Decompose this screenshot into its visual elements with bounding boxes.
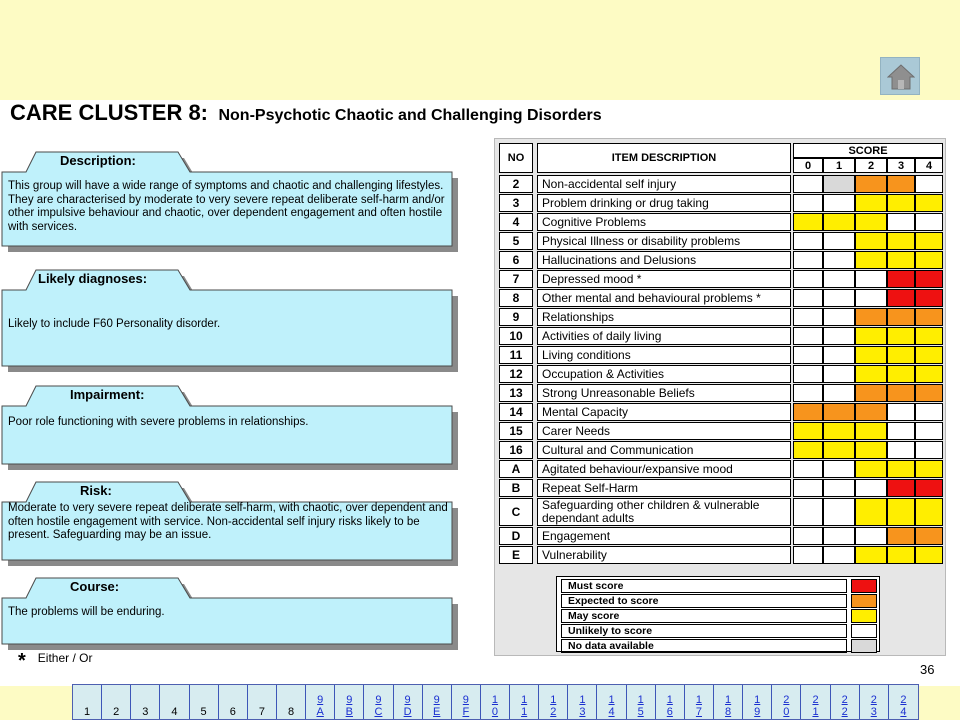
row-number: 8	[499, 289, 533, 307]
score-cell	[793, 498, 823, 526]
row-number: 3	[499, 194, 533, 212]
nav-slide-label: 1 6	[666, 694, 673, 718]
nav-slide-link[interactable]	[306, 685, 335, 719]
row-item-description: Vulnerability	[537, 546, 791, 564]
nav-slide-link[interactable]	[831, 685, 860, 719]
slide-title	[10, 100, 602, 132]
nav-slide-link[interactable]	[627, 685, 656, 719]
row-number: D	[499, 527, 533, 545]
score-cell	[823, 365, 855, 383]
footnote	[18, 650, 92, 673]
score-cell	[915, 403, 943, 421]
nav-slide-link[interactable]	[539, 685, 568, 719]
score-cell	[855, 327, 887, 345]
score-cell	[915, 270, 943, 288]
legend-swatch	[851, 594, 877, 608]
score-cell	[887, 194, 915, 212]
row-item-description: Living conditions	[537, 346, 791, 364]
score-cell	[823, 175, 855, 193]
nav-slide-label: 2 3	[870, 694, 877, 718]
score-cell	[855, 232, 887, 250]
callout-body: Likely to include F60 Personality disorder.	[8, 318, 221, 330]
score-cell	[915, 194, 943, 212]
legend-label: May score	[561, 609, 847, 623]
score-cell	[793, 308, 823, 326]
score-cell	[793, 546, 823, 564]
score-cell	[855, 194, 887, 212]
row-number: 15	[499, 422, 533, 440]
row-item-description: Mental Capacity	[537, 403, 791, 421]
score-cell	[823, 384, 855, 402]
score-cell	[823, 422, 855, 440]
legend-swatch	[851, 639, 877, 653]
row-number: 11	[499, 346, 533, 364]
score-cell	[793, 346, 823, 364]
score-cell	[793, 175, 823, 193]
score-cell	[823, 232, 855, 250]
score-cell	[855, 441, 887, 459]
nav-slide-link[interactable]	[102, 685, 131, 719]
score-cell	[915, 498, 943, 526]
score-cell	[823, 327, 855, 345]
score-cell	[793, 327, 823, 345]
nav-slide-link[interactable]	[73, 685, 102, 719]
header-score-col: 0	[793, 158, 823, 173]
nav-slide-link[interactable]	[685, 685, 714, 719]
home-button[interactable]	[880, 57, 920, 95]
score-cell	[887, 460, 915, 478]
nav-slide-link[interactable]	[889, 685, 918, 719]
nav-slide-label: 4	[171, 706, 178, 718]
header-score: SCORE	[793, 143, 943, 158]
score-cell	[855, 479, 887, 497]
nav-slide-label: 1 8	[725, 694, 732, 718]
score-cell	[915, 232, 943, 250]
score-cell	[855, 422, 887, 440]
header-score-col: 1	[823, 158, 855, 173]
score-cell	[855, 365, 887, 383]
nav-slide-link[interactable]	[714, 685, 743, 719]
score-cell	[793, 270, 823, 288]
row-number: 5	[499, 232, 533, 250]
callout-course	[0, 576, 462, 652]
nav-slide-label: 1 2	[550, 694, 557, 718]
nav-slide-link[interactable]	[423, 685, 452, 719]
callout-label: Description:	[60, 153, 136, 168]
row-item-description: Safeguarding other children & vulnerable dependant adults	[537, 498, 791, 526]
nav-slide-label: 1 4	[608, 694, 615, 718]
row-number: C	[499, 498, 533, 526]
row-item-description: Other mental and behavioural problems *	[537, 289, 791, 307]
nav-slide-label: 1 9	[754, 694, 761, 718]
callout-likely-diagnoses	[0, 268, 462, 374]
score-cell	[915, 384, 943, 402]
nav-slide-link[interactable]	[277, 685, 306, 719]
callout-label: Risk:	[80, 483, 112, 498]
score-cell	[887, 479, 915, 497]
score-cell	[915, 479, 943, 497]
row-number: A	[499, 460, 533, 478]
score-cell	[887, 422, 915, 440]
score-cell	[887, 365, 915, 383]
callout-impairment	[0, 384, 462, 472]
score-cell	[855, 403, 887, 421]
score-cell	[915, 327, 943, 345]
nav-slide-label: 9 C	[374, 694, 383, 718]
header-no: NO	[499, 143, 533, 173]
nav-slide-label: 2 0	[783, 694, 790, 718]
nav-slide-link[interactable]	[801, 685, 830, 719]
callout-body: Moderate to very severe repeat deliberate self-harm, with chaotic, over dependent and often hostile engagement with service. Non-accidental self injury risks likely to be present. Safeguarding may be an issue.	[8, 502, 448, 541]
nav-slide-label: 2	[113, 706, 120, 718]
legend-label: Must score	[561, 579, 847, 593]
footnote-text: Either / Or	[37, 651, 93, 665]
header-score-col: 3	[887, 158, 915, 173]
nav-slide-link[interactable]	[248, 685, 277, 719]
score-cell	[915, 546, 943, 564]
row-item-description: Occupation & Activities	[537, 365, 791, 383]
score-cell	[887, 213, 915, 231]
score-cell	[793, 527, 823, 545]
score-cell	[887, 346, 915, 364]
score-cell	[915, 365, 943, 383]
nav-slide-link[interactable]	[656, 685, 685, 719]
page-number: 36	[920, 662, 935, 677]
score-cell	[793, 365, 823, 383]
callout-body: This group will have a wide range of symptoms and chaotic and challenging lifestyles. They are characterised by moderate to very severe repeat deliberate self-harm and/or other impulsive behaviour and chaotic, over dependent engagement and often hostile with services.	[8, 180, 445, 233]
score-cell	[823, 270, 855, 288]
callout-label: Likely diagnoses:	[38, 271, 148, 286]
nav-slide-label: 9 A	[316, 694, 324, 718]
nav-slide-link[interactable]	[394, 685, 423, 719]
score-cell	[855, 498, 887, 526]
nav-slide-label: 5	[200, 706, 207, 718]
score-cell	[915, 346, 943, 364]
row-item-description: Problem drinking or drug taking	[537, 194, 791, 212]
score-cell	[855, 175, 887, 193]
score-legend	[556, 576, 880, 652]
nav-slide-label: 7	[258, 706, 265, 718]
score-cell	[887, 527, 915, 545]
score-cell	[823, 346, 855, 364]
score-cell	[887, 289, 915, 307]
score-cell	[823, 441, 855, 459]
callout-description	[0, 150, 462, 254]
score-cell	[855, 289, 887, 307]
row-number: 7	[499, 270, 533, 288]
nav-slide-link[interactable]	[860, 685, 889, 719]
row-number: 4	[499, 213, 533, 231]
score-cell	[915, 251, 943, 269]
header-item-description: ITEM DESCRIPTION	[537, 143, 791, 173]
score-cell	[915, 460, 943, 478]
row-item-description: Hallucinations and Delusions	[537, 251, 791, 269]
score-cell	[915, 308, 943, 326]
score-cell	[887, 498, 915, 526]
row-number: 10	[499, 327, 533, 345]
row-number: B	[499, 479, 533, 497]
score-cell	[793, 251, 823, 269]
row-number: 12	[499, 365, 533, 383]
nav-slide-label: 1 7	[695, 694, 703, 718]
score-cell	[793, 441, 823, 459]
score-cell	[793, 422, 823, 440]
nav-slide-link[interactable]	[772, 685, 801, 719]
row-item-description: Repeat Self-Harm	[537, 479, 791, 497]
nav-slide-label: 1 3	[579, 694, 586, 718]
score-cell	[855, 527, 887, 545]
score-cell	[855, 251, 887, 269]
nav-slide-label: 6	[229, 706, 236, 718]
cluster-subtitle: Non-Psychotic Chaotic and Challenging Disorders	[218, 107, 602, 124]
row-number: 13	[499, 384, 533, 402]
nav-slide-link[interactable]	[160, 685, 189, 719]
score-cell	[823, 251, 855, 269]
row-item-description: Relationships	[537, 308, 791, 326]
score-cell	[823, 213, 855, 231]
legend-label: No data available	[561, 639, 847, 653]
score-cell	[887, 308, 915, 326]
score-cell	[887, 441, 915, 459]
score-cell	[793, 194, 823, 212]
nav-slide-label: 1 0	[491, 694, 499, 718]
score-cell	[915, 175, 943, 193]
nav-slide-label: 9 E	[433, 694, 441, 718]
legend-swatch	[851, 579, 877, 593]
score-cell	[887, 251, 915, 269]
legend-swatch	[851, 624, 877, 638]
cluster-title: CARE CLUSTER 8:	[10, 100, 209, 125]
nav-slide-link[interactable]	[131, 685, 160, 719]
row-item-description: Physical Illness or disability problems	[537, 232, 791, 250]
score-cell	[823, 527, 855, 545]
score-cell	[915, 441, 943, 459]
score-cell	[823, 289, 855, 307]
row-item-description: Strong Unreasonable Beliefs	[537, 384, 791, 402]
nav-slide-link[interactable]	[335, 685, 364, 719]
score-cell	[887, 403, 915, 421]
nav-slide-label: 2 1	[812, 694, 819, 718]
callout-risk	[0, 480, 462, 568]
row-item-description: Agitated behaviour/expansive mood	[537, 460, 791, 478]
score-cell	[855, 346, 887, 364]
score-cell	[915, 289, 943, 307]
callout-body: The problems will be enduring.	[8, 606, 165, 618]
nav-slide-link[interactable]	[743, 685, 772, 719]
row-number: 6	[499, 251, 533, 269]
row-number: 16	[499, 441, 533, 459]
row-item-description: Non-accidental self injury	[537, 175, 791, 193]
header-score-col: 4	[915, 158, 943, 173]
score-cell	[887, 175, 915, 193]
score-cell	[823, 194, 855, 212]
score-cell	[823, 546, 855, 564]
score-cell	[915, 527, 943, 545]
nav-slide-label: 2 4	[900, 694, 907, 718]
nav-slide-label: 1 5	[637, 694, 644, 718]
score-cell	[793, 384, 823, 402]
row-number: E	[499, 546, 533, 564]
footnote-symbol: *	[18, 650, 26, 672]
nav-slide-label: 2 2	[841, 694, 848, 718]
nav-slide-label: 9 F	[462, 694, 470, 718]
nav-slide-link[interactable]	[190, 685, 219, 719]
nav-slide-link[interactable]	[510, 685, 539, 719]
header-score-col: 2	[855, 158, 887, 173]
callout-body: Poor role functioning with severe problems in relationships.	[8, 416, 309, 428]
score-cell	[855, 213, 887, 231]
row-item-description: Carer Needs	[537, 422, 791, 440]
slide-navigation	[72, 684, 919, 720]
legend-label: Unlikely to score	[561, 624, 847, 638]
row-item-description: Engagement	[537, 527, 791, 545]
nav-slide-link[interactable]	[452, 685, 481, 719]
row-number: 9	[499, 308, 533, 326]
score-cell	[823, 460, 855, 478]
score-cell	[793, 213, 823, 231]
score-cell	[793, 232, 823, 250]
callout-label: Course:	[70, 579, 120, 594]
nav-slide-label: 9 B	[345, 694, 353, 718]
nav-slide-link[interactable]	[597, 685, 626, 719]
nav-slide-link[interactable]	[481, 685, 510, 719]
nav-slide-label: 3	[142, 706, 149, 718]
callout-label: Impairment:	[70, 387, 145, 402]
nav-slide-link[interactable]	[568, 685, 597, 719]
score-cell	[915, 213, 943, 231]
row-item-description: Cognitive Problems	[537, 213, 791, 231]
legend-swatch	[851, 609, 877, 623]
row-number: 2	[499, 175, 533, 193]
score-cell	[915, 422, 943, 440]
score-cell	[855, 308, 887, 326]
score-cell	[793, 479, 823, 497]
score-cell	[823, 403, 855, 421]
score-cell	[887, 384, 915, 402]
score-cell	[855, 270, 887, 288]
score-cell	[793, 403, 823, 421]
nav-slide-label: 1 1	[521, 694, 528, 718]
score-cell	[855, 384, 887, 402]
nav-slide-label: 9 D	[403, 694, 412, 718]
score-cell	[887, 546, 915, 564]
nav-slide-label: 8	[287, 706, 295, 718]
score-cell	[855, 546, 887, 564]
row-item-description: Depressed mood *	[537, 270, 791, 288]
home-icon	[887, 64, 915, 90]
score-cell	[793, 289, 823, 307]
nav-slide-label: 1	[84, 706, 91, 718]
score-cell	[823, 308, 855, 326]
score-cell	[823, 498, 855, 526]
score-cell	[855, 460, 887, 478]
score-cell	[887, 232, 915, 250]
score-cell	[887, 270, 915, 288]
nav-slide-link[interactable]	[364, 685, 393, 719]
row-item-description: Activities of daily living	[537, 327, 791, 345]
score-cell	[887, 327, 915, 345]
legend-label: Expected to score	[561, 594, 847, 608]
score-cell	[823, 479, 855, 497]
row-number: 14	[499, 403, 533, 421]
nav-slide-link[interactable]	[219, 685, 248, 719]
row-item-description: Cultural and Communication	[537, 441, 791, 459]
score-cell	[793, 460, 823, 478]
